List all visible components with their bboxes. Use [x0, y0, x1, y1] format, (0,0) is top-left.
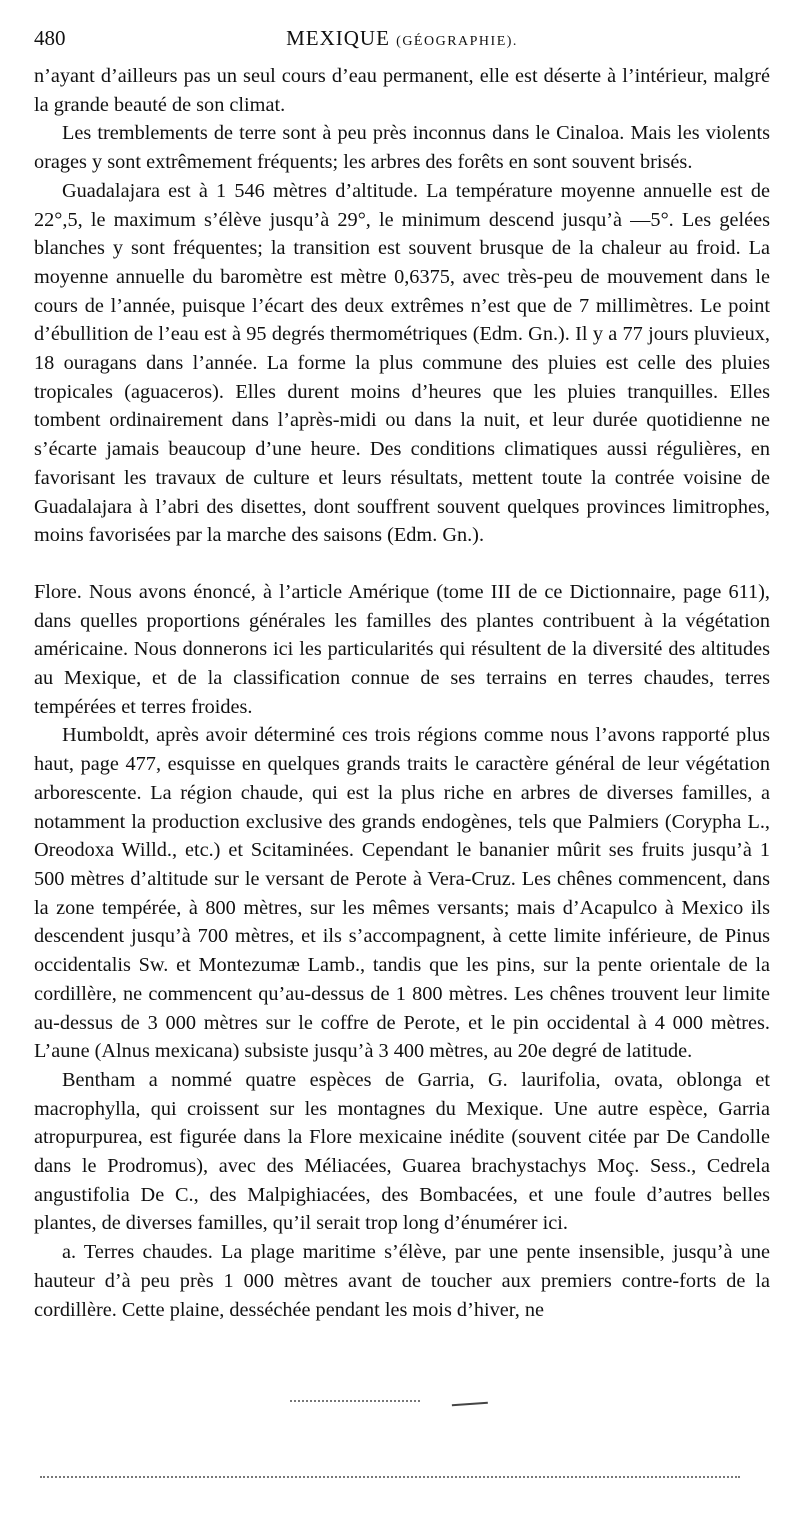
page-number: 480	[34, 26, 66, 50]
page-header	[34, 26, 770, 56]
paragraph-terres-chaudes: a. Terres chaudes. La plage maritime s’élève, par une pente insensible, jusqu’à une hauteur d’à peu près 1 000 mètres avant de toucher aux premiers contre-forts de la cordillère. Cette plaine, desséchée pendant les mois d’hiver, ne	[34, 1241, 770, 1321]
paragraph-earthquakes: Les tremblements de terre sont à peu près inconnus dans le Cinaloa. Mais les violents orages y sont extrêmement fréquents; les arbres des forêts en sont souvent brisés.	[34, 122, 770, 174]
running-title	[34, 26, 770, 51]
paragraph-continuation: n’ayant d’ailleurs pas un seul cours d’eau permanent, elle est déserte à l’intérieur, malgré la grande beauté de son climat.	[34, 65, 770, 116]
body-text	[34, 62, 770, 1324]
paragraph-humboldt: Humboldt, après avoir déterminé ces trois régions comme nous l’avons rapporté plus haut, page 477, esquisse en quelques grands traits le caractère général de leur végétation arborescente. La région chaude, qui est la plus riche en arbres de diverses familles, a notamment la production exclusive des grands endogènes, tels que Palmiers (Corypha L., Oreodoxa Willd., etc.) et Scitaminées. Cependant le bananier mûrit ses fruits jusqu’à 1 500 mètres d’altitude sur le versant de Perote à Vera-Cruz. Les chênes commencent, dans la zone tempérée, à 800 mètres, sur les mêmes versants; mais d’Acapulco à Mexico ils descendent jusqu’à 700 mètres, et ils s’accompagnent, à cette limite inférieure, de Pinus occidentalis Sw. et Montezumæ Lamb., tandis que les pins, sur la pente orientale de la cordillère, ne commencent qu’au-dessus de 1 800 mètres. Les chênes trouvent leur limite au-dessus de 3 000 mètres sur le coffre de Perote, et le pin occidental à 4 000 mètres. L’aune (Alnus mexicana) subsiste jusqu’à 3 400 mètres, au 20e degré de latitude.	[34, 724, 770, 1063]
running-title-main: MEXIQUE	[286, 26, 390, 50]
scan-dotted-line	[290, 1400, 420, 1402]
paragraph-guadalajara-climate: Guadalajara est à 1 546 mètres d’altitude. La température moyenne annuelle est de 22°,5, le maximum s’élève jusqu’à 29°, le minimum descend jusqu’à —5°. Les gelées blanches y sont fréquentes; la transition est souvent brusque de la chaleur au froid. La moyenne annuelle du baromètre est mètre 0,6375, avec très-peu de mouvement dans le cours de l’année, puisque l’écart des deux extrêmes n’est que de 7 millimètres. Le point d’ébullition de l’eau est à 95 degrés thermométriques (Edm. Gn.). Il y a 77 jours pluvieux, 18 ouragans dans l’année. La forme la plus commune des pluies est celle des pluies tropicales (aguaceros). Elles durent moins d’heures que les pluies tranquilles. Elles tombent ordinairement dans l’après-midi ou dans la nuit, et leur durée quotidienne ne s’écarte jamais beaucoup d’une heure. Des conditions climatiques aussi régulières, en favorisant les travaux de culture et leurs résultats, mettent toute la contrée voisine de Guadalajara à l’abri des disettes, dont souffrent souvent quelques provinces limitrophes, moins favorisées par la marche des saisons (Edm. Gn.).	[34, 179, 770, 547]
paragraph-flore: Flore. Nous avons énoncé, à l’article Amérique (tome III de ce Dictionnaire, page 611), dans quelles proportions générales les familles des plantes contribuent à la végétation américaine. Nous donnerons ici les particularités qui résultent de la diversité des altitudes au Mexique, et de la classification connue de ses terrains en terres chaudes, terres tempérées et terres froides.	[34, 580, 770, 718]
scan-dotted-line	[40, 1476, 740, 1478]
paragraph-bentham: Bentham a nommé quatre espèces de Garria, G. laurifolia, ovata, oblonga et macrophylla, qui croissent sur les montagnes du Mexique. Une autre espèce, Garria atropurpurea, est figurée dans la Flore mexicaine inédite (souvent citée par De Candolle dans le Prodromus), avec des Méliacées, Guarea brachystachys Moç. Sess., Cedrela angustifolia De C., des Malpighiacées, des Bombacées, et une foule d’autres belles plantes, de diverses familles, qu’il serait trop long d’énumérer ici.	[34, 1068, 770, 1235]
scan-dash-mark	[452, 1402, 488, 1410]
running-title-subtitle: (GÉOGRAPHIE).	[396, 34, 518, 49]
